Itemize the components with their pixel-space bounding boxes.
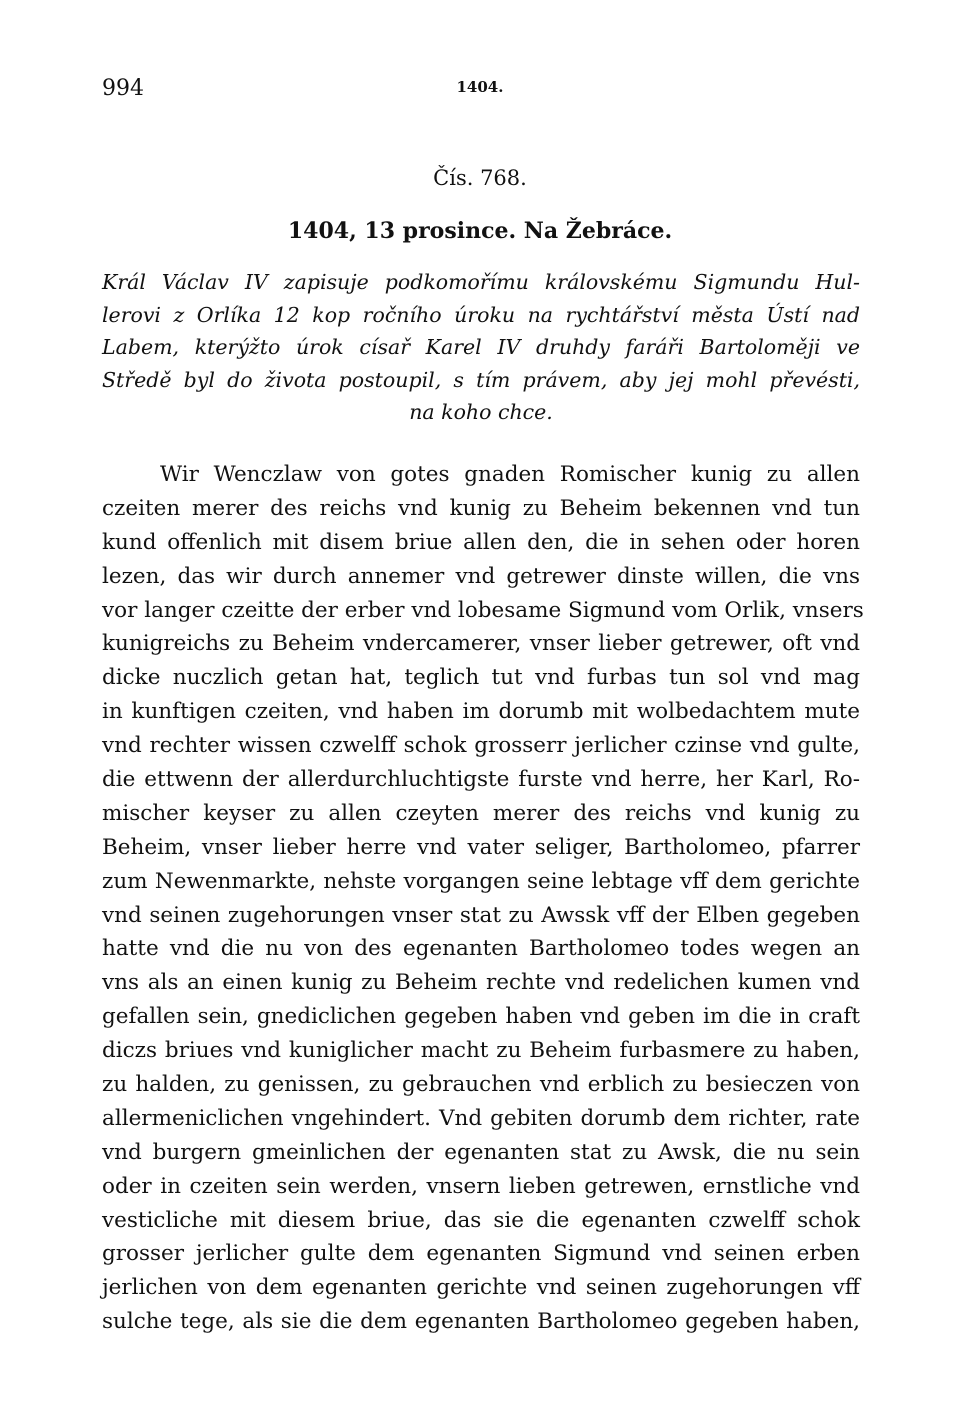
regest-line: Středě byl do života postoupil, s tím právem, aby jej mohl převésti, bbox=[102, 367, 860, 392]
page-number: 994 bbox=[102, 76, 144, 101]
text-line: mischer keyser zu allen czeyten merer des reichs vnd kunig zu bbox=[102, 800, 860, 826]
text-line: czeiten merer des reichs vnd kunig zu Beheim bekennen vnd tun bbox=[102, 495, 860, 521]
regest-line: na koho chce. bbox=[409, 400, 553, 424]
text-line: dicke nuczlich getan hat, teglich tut vnd furbas tun sol vnd mag bbox=[102, 665, 860, 691]
text-line: sulche tege, als sie die dem egenanten Bartholomeo gegeben haben, bbox=[102, 1309, 860, 1335]
charter-text bbox=[102, 458, 864, 1339]
regest-line: Král Václav IV zapisuje podkomořímu královskému Sigmundu Hul- bbox=[102, 270, 860, 294]
text-line: diczs briues vnd kuniglicher macht zu Beheim furbasmere zu haben, bbox=[102, 1038, 860, 1064]
running-head-year: 1404. bbox=[456, 78, 504, 96]
text-line: lezen, das wir durch annemer vnd getrewer dinste willen, die vns bbox=[102, 563, 860, 589]
text-line: kunigreichs zu Beheim vndercamerer, vnser lieber getrewer, oft vnd bbox=[102, 631, 860, 657]
text-line: Wir Wenczlaw von gotes gnaden Romischer kunig zu allen bbox=[160, 462, 860, 487]
text-line: Beheim, vnser lieber herre vnd vater seliger, Bartholomeo, pfarrer bbox=[102, 834, 860, 860]
regest-line: Labem, kterýžto úrok císař Karel IV druhdy faráři Bartoloměji ve bbox=[102, 335, 860, 359]
text-line: vns als an einen kunig zu Beheim rechte vnd redelichen kumen vnd bbox=[102, 970, 860, 996]
text-line: vnd burgern gmeinlichen der egenanten stat zu Awsk, die nu sein bbox=[102, 1139, 860, 1165]
text-line: die ettwenn der allerdurchluchtigste furste vnd herre, her Karl, Ro- bbox=[102, 767, 860, 793]
text-line: vnd rechter wissen czwelff schok grosserr jerlicher czinse vnd gulte, bbox=[102, 733, 860, 759]
document-date-place: 1404, 13 prosince. Na Žebráce. bbox=[287, 218, 673, 244]
regest-line: lerovi z Orlíka 12 kop ročního úroku na rychtářství města Ústí nad bbox=[102, 302, 860, 327]
text-line: jerlichen von dem egenanten gerichte vnd seinen zugehorungen vff bbox=[102, 1275, 860, 1301]
text-line: grosser jerlicher gulte dem egenanten Sigmund vnd seinen erben bbox=[102, 1241, 860, 1267]
text-line: vnd seinen zugehorungen vnser stat zu Awssk vff der Elben gegeben bbox=[102, 902, 860, 928]
text-line: zum Newenmarkte, nehste vorgangen seine lebtage vff dem gerichte bbox=[102, 868, 860, 894]
text-line: vesticliche mit diesem briue, das sie die egenanten czwelff schok bbox=[102, 1207, 860, 1233]
document-number: Čís. 768. bbox=[433, 166, 527, 190]
text-line: gefallen sein, gnediclichen gegeben haben vnd geben im die in craft bbox=[102, 1004, 860, 1030]
text-line: in kunftigen czeiten, vnd haben im dorumb mit wolbedachtem mute bbox=[102, 699, 860, 725]
text-line: zu halden, zu genissen, zu gebrauchen vnd erblich zu besieczen von bbox=[102, 1072, 860, 1098]
regest-summary bbox=[102, 266, 860, 429]
text-line: allermeniclichen vngehindert. Vnd gebiten dorumb dem richter, rate bbox=[102, 1105, 860, 1131]
text-line: hatte vnd die nu von des egenanten Bartholomeo todes wegen an bbox=[102, 936, 860, 962]
text-line: kund offenlich mit disem briue allen den, die in sehen oder horen bbox=[102, 529, 860, 555]
text-line: vor langer czeitte der erber vnd lobesame Sigmund vom Orlik, vnsers bbox=[102, 597, 864, 623]
text-line: oder in czeiten sein werden, vnsern lieben getrewen, ernstliche vnd bbox=[102, 1173, 860, 1199]
